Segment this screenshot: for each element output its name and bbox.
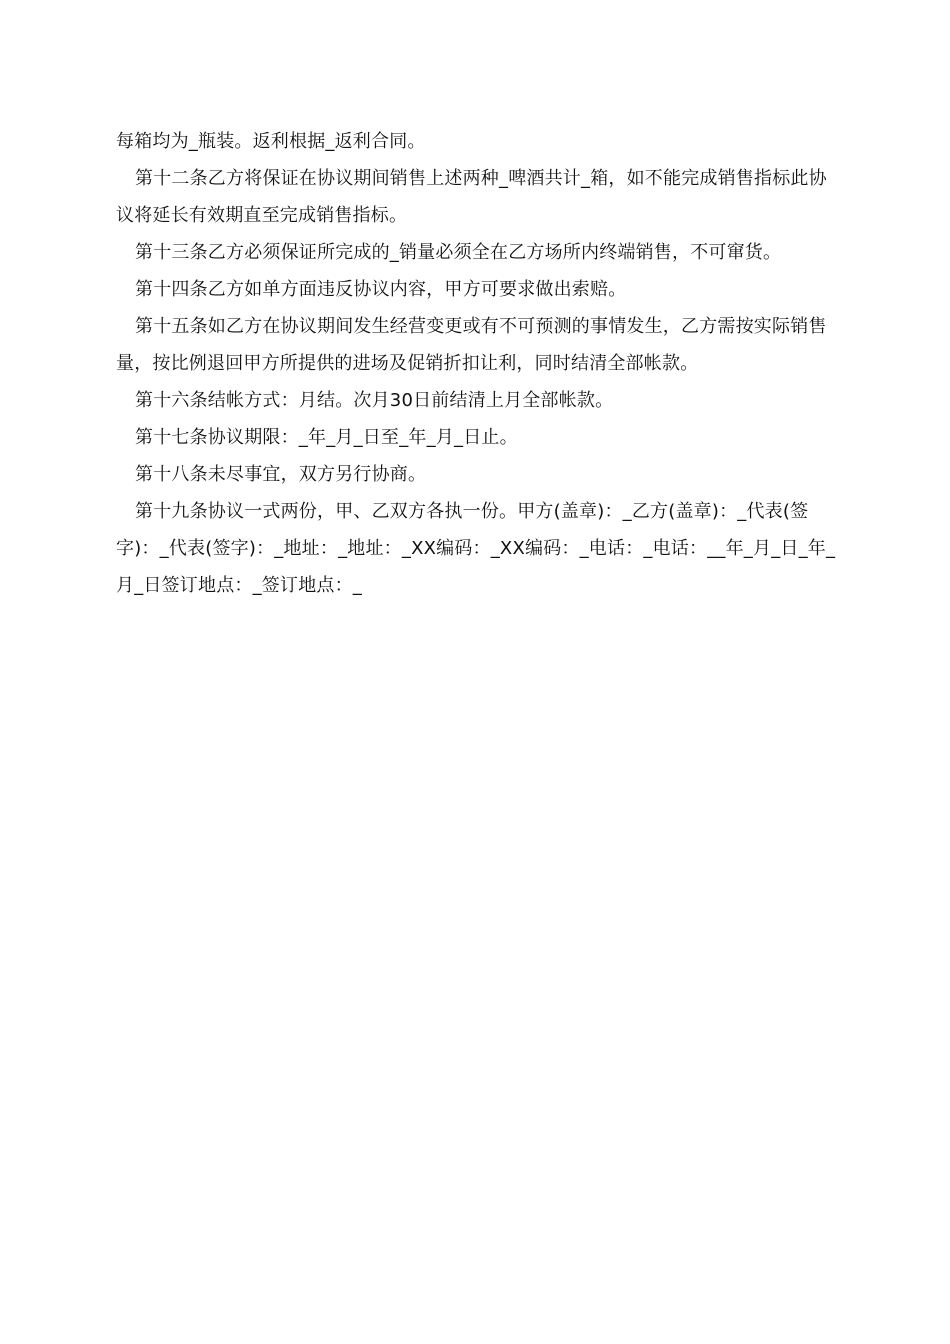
paragraph-article-15: 第十五条如乙方在协议期间发生经营变更或有不可预测的事情发生，乙方需按实际销售量，按比例退回甲方所提供的进场及促销折扣让利，同时结清全部帐款。 [116,316,827,374]
paragraph-article-17: 第十七条协议期限：_年_月_日至_年_月_日止。 [135,427,518,448]
document-body [116,123,836,604]
paragraph-article-13: 第十三条乙方必须保证所完成的_销量必须全在乙方场所内终端销售，不可窜货。 [135,242,782,263]
paragraph-article-12: 第十二条乙方将保证在协议期间销售上述两种_啤酒共计_箱，如不能完成销售指标此协议将延长有效期直至完成销售指标。 [116,168,827,226]
paragraph-article-16: 第十六条结帐方式：月结。次月30日前结清上月全部帐款。 [135,390,614,411]
paragraph-article-19: 第十九条协议一式两份，甲、乙双方各执一份。甲方(盖章)：_乙方(盖章)：_代表(签字)：_代表(签字)：_地址：_地址：_XX编码：_XX编码：_电话：_电话：__年_月_日_年_月_日签订地点：_签订地点：_ [116,501,836,596]
paragraph-article-14: 第十四条乙方如单方面违反协议内容，甲方可要求做出索赔。 [135,279,627,300]
paragraph-bottle-packaging: 每箱均为_瓶装。返利根据_返利合同。 [116,131,426,152]
paragraph-article-18: 第十八条未尽事宜，双方另行协商。 [135,464,427,485]
